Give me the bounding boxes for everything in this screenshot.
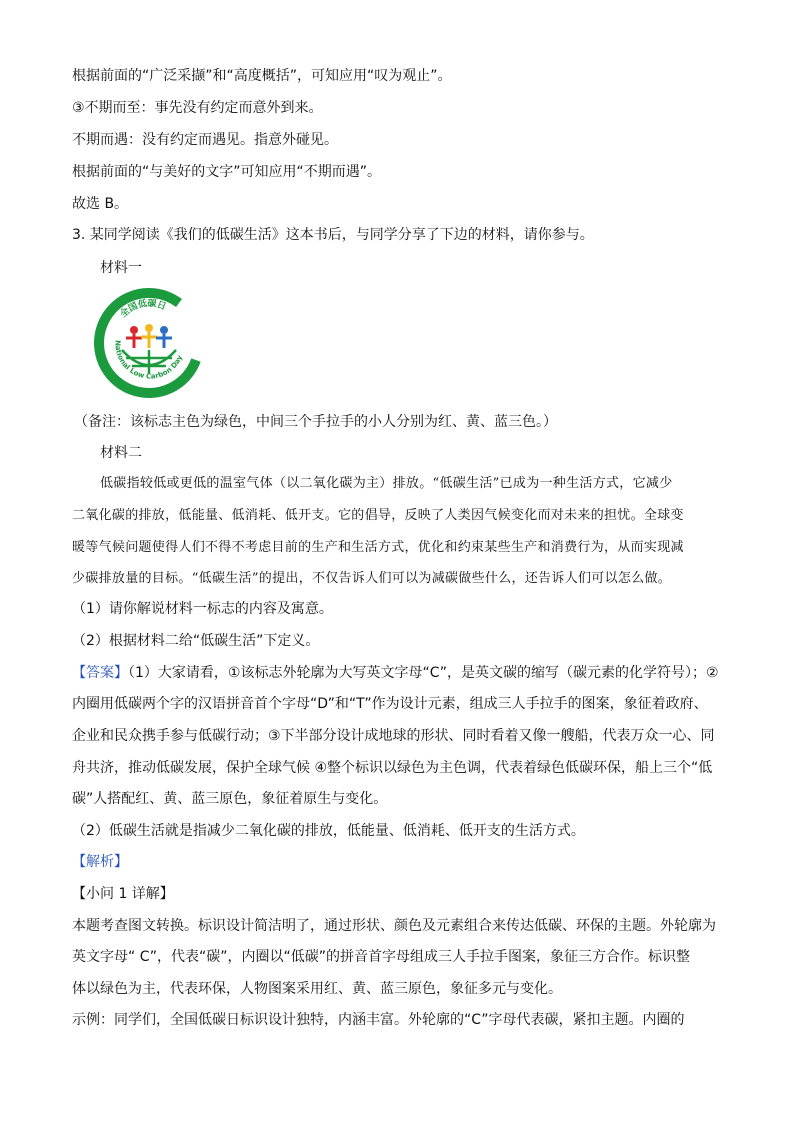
- logo-top-text: 全国低碳日: [118, 298, 168, 320]
- logo-note: （备注：该标志主色为绿色，中间三个手拉手的小人分别为红、黄、蓝三色。）: [74, 414, 557, 430]
- answer-line: 内圈用低碳两个字的汉语拼音首个字母“D”和“T”作为设计元素，组成三人手拉手的图案，象征着政府、: [72, 696, 708, 712]
- subquestion-1: （1）请你解说材料一标志的内容及寓意。: [72, 601, 333, 617]
- explanation-line: 示例：同学们，全国低碳日标识设计独特，内涵丰富。外轮廓的“C”字母代表碳，紧扣主题。内圈的: [72, 1012, 685, 1028]
- explanation-line: 本题考查图文转换。标识设计简洁明了，通过形状、颜色及元素组合来传达低碳、环保的主题。外轮廓为: [72, 918, 716, 934]
- explanation-line: 体以绿色为主，代表环保，人物图案采用红、黄、蓝三原色，象征多元与变化。: [72, 981, 562, 997]
- explanation-line: 英文字母“ C”，代表“碳”，内圈以“低碳”的拼音首字母组成三人手拉手图案，象征三方合作。标识整: [72, 949, 691, 965]
- answer-tag: 【答案】: [72, 665, 128, 681]
- material-2-label: 材料二: [100, 445, 142, 461]
- three-figures-icon: [126, 324, 172, 348]
- analysis-tag: 【解析】: [72, 854, 128, 870]
- material-2-text: 二氧化碳的排放，低能量、低消耗、低开支。它的倡导，反映了人类因气候变化而对未来的担忧。全球变: [72, 508, 684, 523]
- material-1-label: 材料一: [100, 260, 142, 276]
- subquestion-2: （2）根据材料二给“低碳生活”下定义。: [72, 633, 320, 649]
- material-2-text: 少碳排放量的目标。“低碳生活”的提出，不仅告诉人们可以为减碳做些什么，还告诉人们可以怎么做。: [72, 571, 672, 586]
- subquestion-detail-heading: 【小问 1 详解】: [72, 886, 174, 902]
- paragraph-line: 不期而遇：没有约定而遇见。指意外碰见。: [72, 132, 338, 148]
- paragraph-line: 根据前面的“广泛采撷”和“高度概括”，可知应用“叹为观止”。: [72, 68, 452, 84]
- low-carbon-day-logo: [90, 288, 208, 398]
- material-2-text: 低碳指较低或更低的温室气体（以二氧化碳为主）排放。“低碳生活”已成为一种生活方式，它减少: [100, 476, 673, 491]
- question-3: 3. 某同学阅读《我们的低碳生活》这本书后，与同学分享了下边的材料，请你参与。: [72, 227, 594, 243]
- answer-text: （1）大家请看，①该标志外轮廓为大写英文字母“C”，是英文碳的缩写（碳元素的化学符号）；②: [128, 665, 719, 681]
- answer-line-1: [72, 663, 719, 683]
- answer-line: （2）低碳生活就是指减少二氧化碳的排放，低能量、低消耗、低开支的生活方式。: [72, 823, 585, 839]
- material-2-text: 暖等气候问题使得人们不得不考虑目前的生产和生活方式，优化和约束某些生产和消费行为，从而实现减: [72, 540, 684, 555]
- answer-line: 碳”人搭配红、黄、蓝三原色，象征着原生与变化。: [72, 791, 388, 807]
- paragraph-line: ③不期而至：事先没有约定而意外到来。: [72, 100, 323, 116]
- paragraph-line: 故选 B。: [72, 196, 129, 212]
- paragraph-line: 根据前面的“与美好的文字”可知应用“不期而遇”。: [72, 164, 382, 180]
- answer-line: 企业和民众携手参与低碳行动；③下半部分设计成地球的形状、同时看着又像一艘船，代表万众一心、同: [72, 728, 715, 744]
- logo-side-text: National Low Carbon Day: [113, 340, 185, 381]
- answer-line: 舟共济，推动低碳发展，保护全球气候 ④整个标识以绿色为主色调，代表着绿色低碳环保，船上三个“低: [72, 760, 713, 776]
